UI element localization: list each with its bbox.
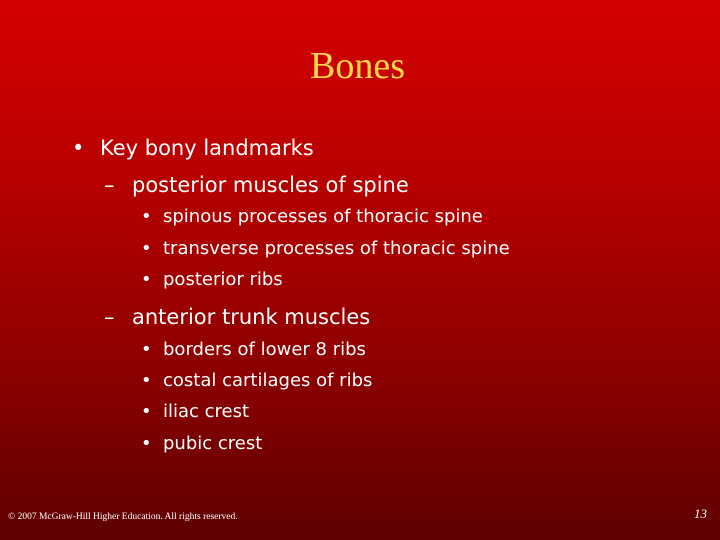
page-number: 13	[694, 506, 707, 521]
list-item: posterior ribs	[163, 269, 283, 290]
subheading-anterior-trunk: anterior trunk muscles	[132, 305, 371, 329]
sub-bullet-marker: •	[141, 370, 152, 391]
list-item: transverse processes of thoracic spine	[163, 238, 510, 259]
dash-marker: –	[104, 173, 115, 197]
copyright-footer: © 2007 McGraw-Hill Higher Education. All rights reserved.	[8, 512, 238, 522]
bullet-marker: •	[72, 136, 85, 160]
subheading-posterior-muscles: posterior muscles of spine	[132, 173, 409, 197]
list-item: pubic crest	[163, 433, 263, 454]
slide-title-text: Bones	[310, 45, 405, 87]
list-item: costal cartilages of ribs	[163, 370, 373, 391]
sub-bullet-marker: •	[141, 401, 152, 422]
slide-title	[0, 44, 720, 88]
sub-bullet-marker: •	[141, 339, 152, 360]
bullet-key-bony-landmarks: Key bony landmarks	[100, 136, 314, 160]
dash-marker: –	[104, 305, 115, 329]
sub-bullet-marker: •	[141, 206, 152, 227]
list-item: spinous processes of thoracic spine	[163, 206, 483, 227]
list-item: iliac crest	[163, 401, 250, 422]
sub-bullet-marker: •	[141, 433, 152, 454]
list-item: borders of lower 8 ribs	[163, 339, 366, 360]
sub-bullet-marker: •	[141, 238, 152, 259]
sub-bullet-marker: •	[141, 269, 152, 290]
